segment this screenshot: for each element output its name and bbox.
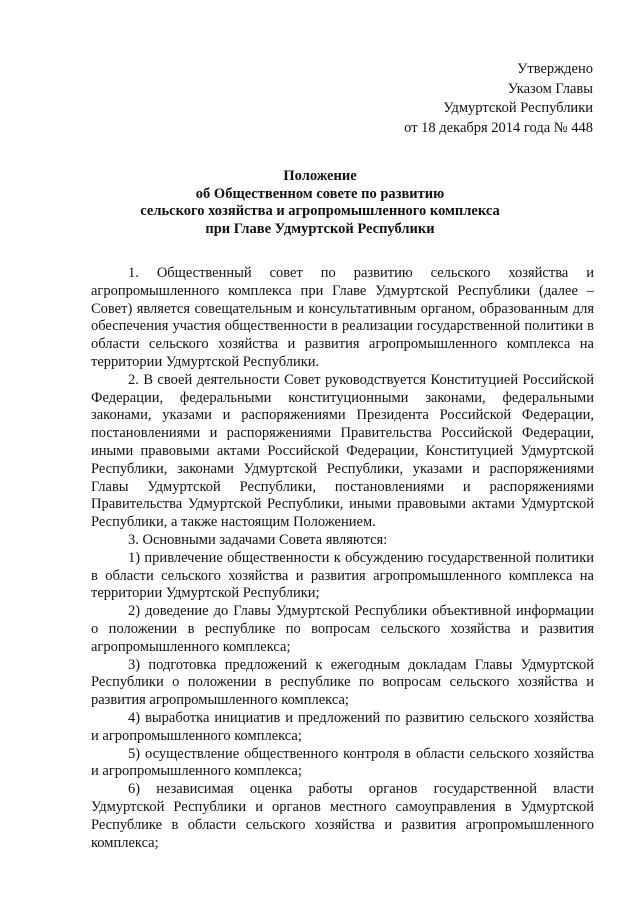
title-line: при Главе Удмуртской Республики [205, 220, 435, 237]
title-line: Положение [283, 168, 357, 184]
list-item: 6) независимая оценка работы органов государственной власти Удмуртской Республики и органов местного самоуправления в Удмуртской Республике в области сельского хозяйства и развития агропромышленного комплекса; [91, 781, 594, 851]
document-body [91, 265, 594, 852]
title-line: сельского хозяйства и агропромышленного комплекса [140, 203, 500, 219]
approval-line: Указом Главы [507, 80, 593, 97]
list-item: 2) доведение до Главы Удмуртской Республики объективной информации о положении в республике по вопросам сельского хозяйства и развития агропромышленного комплекса; [91, 603, 594, 655]
list-item: 1) привлечение общественности к обсуждению государственной политики в области сельского хозяйства и развития агропромышленного комплекса на территории Удмуртской Республики; [91, 549, 594, 602]
title-line: об Общественном совете по развитию [195, 185, 445, 202]
list-item: 3) подготовка предложений к ежегодным докладам Главы Удмуртской Республики о положении в республике по вопросам сельского хозяйства и развития агропромышленного комплекса; [91, 656, 594, 709]
document-title [0, 168, 640, 238]
paragraph: 3. Основными задачами Совета являются: [128, 531, 388, 548]
approval-line: Удмуртской Республики [443, 100, 593, 116]
approval-line: Утверждено [517, 61, 593, 77]
approval-line: от 18 декабря 2014 года № 448 [404, 119, 593, 136]
approval-stamp [404, 60, 593, 138]
paragraph: 2. В своей деятельности Совет руководствуется Конституцией Российской Федерации, федеральными конституционными законами, федеральными законами, указами и распоряжениями Президента Российской Федерации, постановлениями и распоряжениями Правительства Российской Федерации, иными правовыми актами Российской Федерации, Конституцией Удмуртской Республики, законами Удмуртской Республики, указами и распоряжениями Главы Удмуртской Республики, постановлениями и распоряжениями Правительства Удмуртской Республики, иными правовыми актами Удмуртской Республики, а также настоящим Положением. [91, 371, 594, 531]
list-item: 5) осуществление общественного контроля в области сельского хозяйства и агропромышленного комплекса; [91, 745, 594, 780]
paragraph: 1. Общественный совет по развитию сельского хозяйства и агропромышленного комплекса при Главе Удмуртской Республики (далее – Совет) является совещательным и консультативным органом, образованным для обеспечения участия общественности в реализации государственной политики в области сельского хозяйства и развития агропромышленного комплекса на территории Удмуртской Республики. [91, 265, 594, 370]
list-item: 4) выработка инициатив и предложений по развитию сельского хозяйства и агропромышленного комплекса; [91, 709, 594, 744]
